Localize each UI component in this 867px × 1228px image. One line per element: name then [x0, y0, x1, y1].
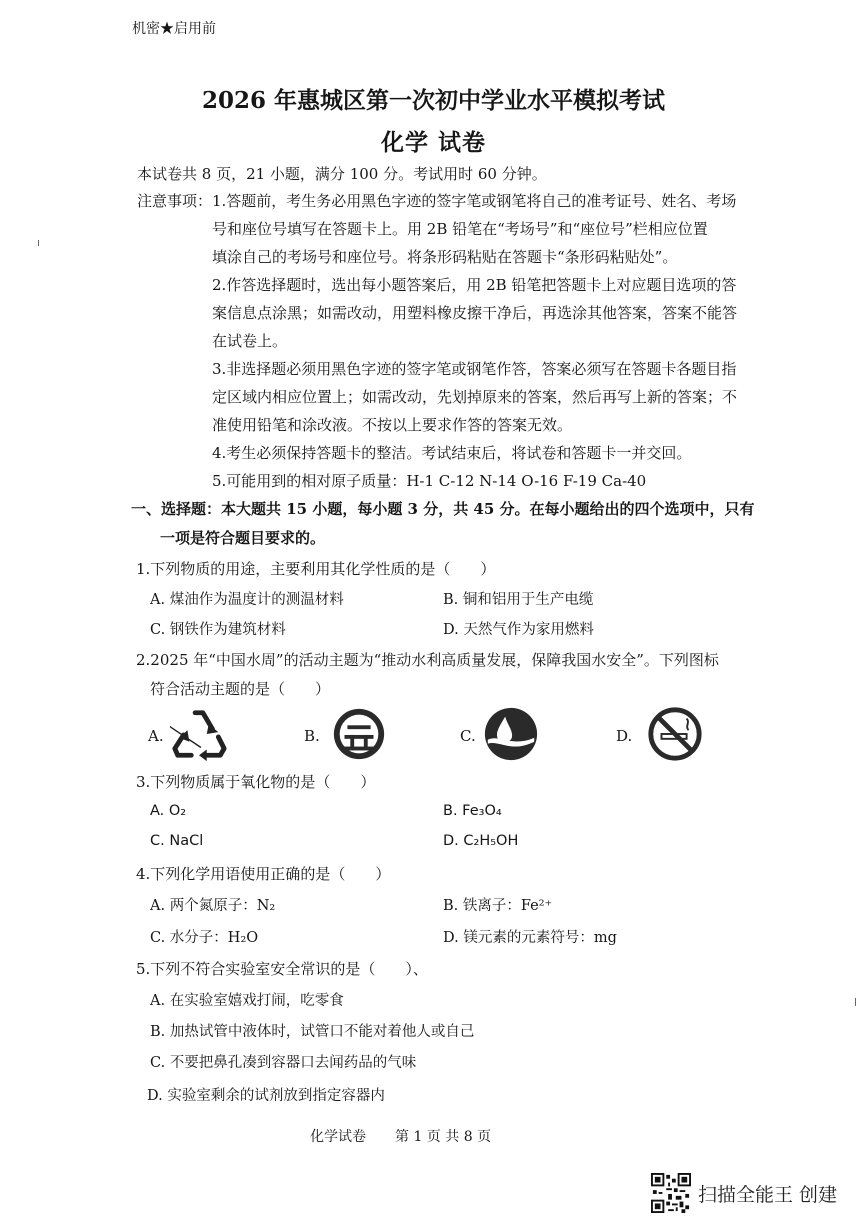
q4-option-d: D. 镁元素的元素符号：mg: [443, 930, 617, 946]
section-heading-cont: 一项是符合题目要求的。: [160, 529, 326, 547]
section-heading: 一、选择题：本大题共 15 小题，每小题 3 分，共 45 分。在每小题给出的四个选项中，只有: [131, 500, 755, 518]
recycling-icon: [170, 705, 228, 763]
q1-option-d: D. 天然气作为家用燃料: [443, 622, 594, 638]
q3-option-a: A. O₂: [150, 803, 187, 819]
notice-line: 5.可能用到的相对原子质量：H-1 C-12 N-14 O-16 F-19 Ca-40: [212, 472, 647, 490]
question-3-stem: 3.下列物质属于氧化物的是（ ）: [136, 773, 376, 791]
notice-line: 定区域内相应位置上；如需改动，先划掉原来的答案，然后再写上新的答案；不: [212, 388, 738, 406]
notice-line: 1.答题前，考生务必用黑色字迹的签字笔或钢笔将自己的准考证号、姓名、考场: [212, 192, 737, 210]
notice-line: 4.考生必须保持答题卡的整洁。考试结束后，将试卷和答题卡一并交回。: [212, 444, 692, 462]
notice-line: 号和座位号填写在答题卡上。用 2B 铅笔在“考场号”和“座位号”栏相应位置: [212, 220, 708, 238]
water-conservation-icon: [330, 705, 388, 763]
notice-line: 2.作答选择题时，选出每小题答案后，用 2B 铅笔把答题卡上对应题目选项的答: [212, 276, 737, 294]
q1-option-b: B. 铜和铝用于生产电缆: [443, 592, 594, 608]
q2-option-d-label: D.: [616, 727, 633, 745]
q2-option-b-label: B.: [304, 727, 320, 745]
confidential-label: 机密★启用前: [132, 21, 216, 37]
exam-subtitle: 化学 试卷: [380, 129, 486, 156]
q5-option-a: A. 在实验室嬉戏打闹，吃零食: [150, 993, 344, 1009]
notice-line: 在试卷上。: [212, 332, 288, 350]
q3-option-c: C. NaCl: [150, 833, 204, 849]
notice-line: 案信息点涂黑；如需改动，用塑料橡皮擦干净后，再选涂其他答案，答案不能答: [212, 304, 738, 322]
q1-option-c: C. 钢铁作为建筑材料: [150, 622, 286, 638]
q5-option-c: C. 不要把鼻孔凑到容器口去闻药品的气味: [150, 1055, 417, 1071]
q4-option-c: C. 水分子：H₂O: [150, 930, 259, 946]
exam-title: 2026 年惠城区第一次初中学业水平模拟考试: [201, 87, 666, 114]
scanner-watermark: 扫描全能王 创建: [698, 1184, 838, 1206]
footer-paper-name: 化学试卷: [310, 1129, 366, 1145]
notice-label: 注意事项：: [137, 192, 213, 210]
q5-option-b: B. 加热试管中液体时，试管口不能对着他人或自己: [150, 1024, 475, 1040]
question-1-stem: 1.下列物质的用途，主要利用其化学性质的是（ ）: [136, 560, 496, 578]
exam-intro: 本试卷共 8 页，21 小题，满分 100 分。考试用时 60 分钟。: [137, 165, 547, 183]
qr-code-icon: [651, 1173, 691, 1213]
footer-page-info: 第 1 页 共 8 页: [395, 1129, 492, 1145]
q2-option-a-label: A.: [148, 727, 164, 745]
scan-speck: [38, 240, 39, 246]
question-5-stem: 5.下列不符合实验室安全常识的是（ ）、: [136, 960, 428, 978]
scan-speck: [855, 998, 856, 1006]
q5-option-d: D. 实验室剩余的试剂放到指定容器内: [147, 1088, 385, 1104]
question-4-stem: 4.下列化学用语使用正确的是（ ）: [136, 865, 391, 883]
notice-line: 准使用铅笔和涂改液。不按以上要求作答的答案无效。: [212, 416, 573, 434]
notice-line: 填涂自己的考场号和座位号。将条形码粘贴在答题卡“条形码粘贴处”。: [212, 248, 678, 266]
q1-option-a: A. 煤油作为温度计的测温材料: [150, 592, 344, 608]
q4-option-b: B. 铁离子：Fe²⁺: [443, 898, 553, 914]
water-saving-icon: [482, 705, 540, 763]
no-smoking-icon: [646, 705, 704, 763]
q4-option-a: A. 两个氮原子：N₂: [150, 898, 276, 914]
q3-option-b: B. Fe₃O₄: [443, 803, 502, 819]
q3-option-d: D. C₂H₅OH: [443, 833, 519, 849]
q2-option-c-label: C.: [460, 727, 476, 745]
question-2-stem: 2.2025 年“中国水周”的活动主题为“推动水利高质量发展，保障我国水安全”。下列图标: [136, 651, 719, 669]
question-2-stem-cont: 符合活动主题的是（ ）: [150, 680, 331, 698]
notice-line: 3.非选择题必须用黑色字迹的签字笔或钢笔作答，答案必须写在答题卡各题目指: [212, 360, 737, 378]
